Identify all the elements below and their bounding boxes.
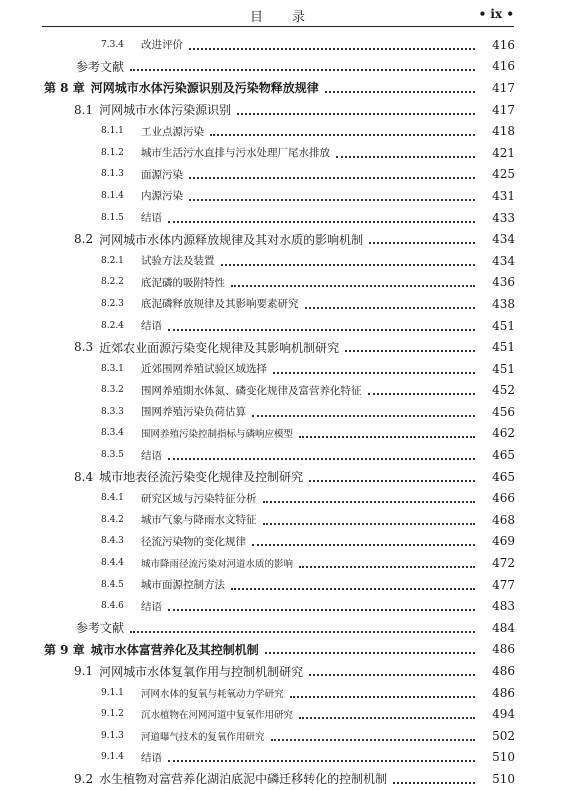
dot-leader bbox=[252, 415, 475, 417]
toc-entry-number: 8.4.1 bbox=[101, 493, 124, 504]
toc-entry-sub bbox=[0, 250, 573, 272]
toc-entry-page: 494 bbox=[492, 707, 515, 722]
toc-entry-page: 418 bbox=[492, 124, 515, 139]
toc-entry-section bbox=[0, 228, 573, 250]
toc-entry-page: 510 bbox=[492, 750, 515, 765]
toc-entry-page: 465 bbox=[492, 448, 515, 463]
dot-leader bbox=[299, 436, 475, 438]
toc-entry-page: 452 bbox=[492, 383, 515, 398]
dot-leader bbox=[168, 760, 475, 762]
toc-entry-page: 456 bbox=[492, 404, 515, 419]
toc-entry-title: 参考文献 bbox=[76, 621, 125, 636]
toc-entry-title: 结语 bbox=[141, 751, 162, 764]
toc-entry-number: 8.3.4 bbox=[101, 428, 124, 439]
toc-entry-number: 8.4.6 bbox=[101, 601, 124, 612]
toc-entry-title: 内源污染 bbox=[141, 190, 183, 203]
toc-entry-page: 436 bbox=[492, 275, 515, 290]
toc-entry-title: 河网水体的复氧与耗氧动力学研究 bbox=[141, 688, 284, 700]
toc-entry-number: 8.1.3 bbox=[101, 169, 124, 180]
toc-entry-title: 径流污染物的变化规律 bbox=[141, 535, 246, 548]
toc-entry-title: 围网养殖污染负荷估算 bbox=[141, 406, 246, 419]
toc-entry-title: 河网城市水体内源释放规律及其对水质的影响机制 bbox=[99, 232, 364, 247]
toc-entry-sub bbox=[0, 725, 573, 747]
dot-leader bbox=[325, 91, 475, 93]
toc-entry-section bbox=[0, 336, 573, 358]
dot-leader bbox=[273, 372, 475, 374]
toc-entry-number: 9.1 bbox=[74, 664, 94, 679]
toc-entry-title: 近郊农业面源污染变化规律及其影响机制研究 bbox=[99, 340, 340, 355]
toc-entry-ref bbox=[0, 56, 573, 78]
toc-entry-page: 433 bbox=[492, 210, 515, 225]
toc-entry-title: 城市面源控制方法 bbox=[141, 579, 225, 592]
toc-entry-page: 421 bbox=[492, 145, 515, 160]
dot-leader bbox=[263, 523, 476, 525]
toc-entry-page: 434 bbox=[492, 232, 515, 247]
toc-entry-title: 河网城市水体污染源识别 bbox=[99, 103, 232, 118]
toc-entry-sub bbox=[0, 358, 573, 380]
toc-entry-number: 8.1.5 bbox=[101, 212, 124, 223]
dot-leader bbox=[189, 199, 475, 201]
toc-entry-sub bbox=[0, 207, 573, 229]
dot-leader bbox=[393, 782, 475, 784]
toc-entry-title: 城市气象与降雨水文特征 bbox=[141, 514, 257, 527]
toc-entry-page: 468 bbox=[492, 512, 515, 527]
toc-entry-sub bbox=[0, 185, 573, 207]
toc-entry-number: 8.2.1 bbox=[101, 255, 124, 266]
toc-entry-sub bbox=[0, 120, 573, 142]
toc-entry-sub bbox=[0, 574, 573, 596]
dot-leader bbox=[231, 285, 475, 287]
dot-leader bbox=[345, 350, 475, 352]
toc-entry-section bbox=[0, 660, 573, 682]
toc-entry-number: 8.3.1 bbox=[101, 363, 124, 374]
toc-entry-title: 底泥磷的吸附特性 bbox=[141, 276, 225, 289]
dot-leader bbox=[369, 242, 475, 244]
toc-entry-title: 水生植物对富营养化湖泊底泥中磷迁移转化的控制机制 bbox=[99, 772, 388, 787]
toc-entry-sub bbox=[0, 164, 573, 186]
toc-entry-page: 462 bbox=[492, 426, 515, 441]
toc-entry-title: 研究区域与污染特征分析 bbox=[141, 492, 257, 505]
toc-entry-page: 510 bbox=[492, 771, 515, 786]
dot-leader bbox=[299, 566, 475, 568]
toc-entry-sub bbox=[0, 487, 573, 509]
toc-entry-number: 8.2.4 bbox=[101, 320, 124, 331]
toc-entry-title: 城市地表径流污染变化规律及控制研究 bbox=[99, 470, 304, 485]
toc-entry-title: 结语 bbox=[141, 320, 162, 333]
toc-entry-chapter bbox=[0, 639, 573, 661]
toc-entry-number: 8.2.3 bbox=[101, 298, 124, 309]
toc-entry-ref bbox=[0, 617, 573, 639]
toc-entry-page: 425 bbox=[492, 167, 515, 182]
toc-entry-title: 城市降雨径流污染对河道水质的影响 bbox=[141, 559, 294, 571]
toc-entry-number: 9.1.3 bbox=[101, 730, 124, 741]
toc-entry-number: 8.3.5 bbox=[101, 450, 124, 461]
toc-entry-page: 438 bbox=[492, 296, 515, 311]
toc-entry-number: 9.2 bbox=[74, 771, 94, 786]
dot-leader bbox=[130, 631, 475, 633]
dot-leader bbox=[290, 696, 475, 698]
toc-entry-number: 9.1.4 bbox=[101, 752, 124, 763]
toc-entry-sub bbox=[0, 595, 573, 617]
toc-entry-sub bbox=[0, 315, 573, 337]
toc-entry-page: 477 bbox=[492, 577, 515, 592]
dot-leader bbox=[336, 156, 475, 158]
toc-entry-title: 围网养殖期水体氮、磷变化规律及富营养化特征 bbox=[141, 384, 362, 397]
toc-entry-title: 城市生活污水直排与污水处理厂尾水排放 bbox=[141, 147, 330, 160]
toc-entry-number: 8.4.3 bbox=[101, 536, 124, 547]
toc-entry-title: 结语 bbox=[141, 212, 162, 225]
toc-entry-number: 8.4.5 bbox=[101, 579, 124, 590]
toc-entry-sub bbox=[0, 142, 573, 164]
toc-entry-sub bbox=[0, 272, 573, 294]
toc-entry-title: 改进评价 bbox=[141, 39, 183, 52]
toc-entry-sub bbox=[0, 293, 573, 315]
toc-entry-page: 484 bbox=[492, 620, 515, 635]
toc-entry-title: 结语 bbox=[141, 600, 162, 613]
toc-entry-sub bbox=[0, 380, 573, 402]
toc-entry-number: 8.3.2 bbox=[101, 385, 124, 396]
toc-entry-number: 8.4 bbox=[74, 469, 94, 484]
dot-leader bbox=[168, 221, 475, 223]
toc-entry-sub bbox=[0, 552, 573, 574]
toc-entry-title: 参考文献 bbox=[76, 59, 125, 74]
dot-leader bbox=[221, 264, 476, 266]
toc-entry-title: 近郊围网养殖试验区域选择 bbox=[141, 363, 267, 376]
dot-leader bbox=[305, 307, 476, 309]
toc-entry-number: 8.3 bbox=[74, 340, 94, 355]
toc-entry-number: 8.4.4 bbox=[101, 558, 124, 569]
dot-leader bbox=[252, 544, 475, 546]
dot-leader bbox=[231, 588, 475, 590]
dot-leader bbox=[168, 609, 475, 611]
toc-entry-number: 第 9 章 bbox=[44, 642, 85, 657]
toc-entry-number: 9.1.1 bbox=[101, 687, 124, 698]
toc-entry-number: 8.1 bbox=[74, 102, 94, 117]
toc-entry-page: 469 bbox=[492, 534, 515, 549]
toc-entry-page: 465 bbox=[492, 469, 515, 484]
toc-entry-sub bbox=[0, 531, 573, 553]
dot-leader bbox=[271, 739, 475, 741]
toc-entry-number: 8.3.3 bbox=[101, 406, 124, 417]
toc-entry-number: 8.2.2 bbox=[101, 277, 124, 288]
toc-entry-page: 417 bbox=[492, 102, 515, 117]
dot-leader bbox=[189, 177, 475, 179]
dot-leader bbox=[210, 134, 475, 136]
toc-entry-number: 8.1.4 bbox=[101, 190, 124, 201]
toc-entry-page: 486 bbox=[492, 664, 515, 679]
toc-entry-title: 试验方法及装置 bbox=[141, 255, 215, 268]
toc-entry-page: 451 bbox=[492, 318, 515, 333]
toc-entry-title: 面源污染 bbox=[141, 168, 183, 181]
toc-entry-page: 483 bbox=[492, 599, 515, 614]
toc-entry-title: 河道曝气技术的复氧作用研究 bbox=[141, 731, 265, 743]
toc-entry-number: 8.1.2 bbox=[101, 147, 124, 158]
toc-entry-number: 第 8 章 bbox=[44, 81, 85, 96]
toc-entry-section bbox=[0, 99, 573, 121]
dot-leader bbox=[237, 113, 475, 115]
toc-entry-section bbox=[0, 466, 573, 488]
toc-entry-sub bbox=[0, 747, 573, 769]
toc-entry-page: 417 bbox=[492, 80, 515, 95]
toc-entry-page: 486 bbox=[492, 642, 515, 657]
dot-leader bbox=[168, 458, 475, 460]
dot-leader bbox=[265, 652, 475, 654]
toc-entry-title: 城市水体富营养化及其控制机制 bbox=[90, 642, 259, 657]
toc-entry-page: 451 bbox=[492, 340, 515, 355]
toc-entry-number: 8.4.2 bbox=[101, 514, 124, 525]
toc-entry-title: 河网城市水体污染源识别及污染物释放规律 bbox=[90, 81, 319, 96]
dot-leader bbox=[130, 69, 475, 71]
toc-entry-page: 416 bbox=[492, 59, 515, 74]
toc-entry-page: 472 bbox=[492, 556, 515, 571]
dot-leader bbox=[299, 717, 475, 719]
dot-leader bbox=[168, 329, 475, 331]
toc-entry-page: 502 bbox=[492, 728, 515, 743]
toc-entry-title: 河网城市水体复氧作用与控制机制研究 bbox=[99, 664, 304, 679]
page-header bbox=[42, 0, 514, 27]
dot-leader bbox=[189, 48, 475, 50]
toc-entry-title: 围网养殖污染控制指标与磷响应模型 bbox=[141, 429, 294, 441]
toc-entry-page: 466 bbox=[492, 491, 515, 506]
header-title: 目 录 bbox=[249, 10, 306, 25]
toc-entry-title: 工业点源污染 bbox=[141, 125, 204, 138]
toc-entry-title: 底泥磷释放规律及其影响要素研究 bbox=[141, 298, 299, 311]
toc-entry-sub bbox=[0, 682, 573, 704]
toc-entry-number: 8.2 bbox=[74, 232, 94, 247]
toc-entry-sub bbox=[0, 423, 573, 445]
dot-leader bbox=[309, 480, 475, 482]
toc-entry-section bbox=[0, 768, 573, 790]
toc-entry-page: 416 bbox=[492, 37, 515, 52]
toc-entry-sub bbox=[0, 703, 573, 725]
toc-entry-title: 结语 bbox=[141, 449, 162, 462]
dot-leader bbox=[263, 501, 476, 503]
toc-entry-sub bbox=[0, 401, 573, 423]
dot-leader bbox=[309, 674, 475, 676]
toc-entry-page: 451 bbox=[492, 361, 515, 376]
toc-entry-chapter bbox=[0, 77, 573, 99]
toc-entry-title: 沉水植物在河网河道中复氧作用研究 bbox=[141, 710, 294, 722]
toc-entry-page: 486 bbox=[492, 685, 515, 700]
toc-entry-sub bbox=[0, 34, 573, 56]
header-page-number: • ix • bbox=[478, 7, 514, 21]
dot-leader bbox=[368, 393, 476, 395]
toc-entry-number: 8.1.1 bbox=[101, 126, 124, 137]
toc-entry-page: 434 bbox=[492, 253, 515, 268]
table-of-contents bbox=[0, 34, 573, 790]
toc-entry-number: 9.1.2 bbox=[101, 709, 124, 720]
toc-entry-sub bbox=[0, 444, 573, 466]
toc-entry-sub bbox=[0, 509, 573, 531]
toc-entry-page: 431 bbox=[492, 188, 515, 203]
toc-entry-number: 7.3.4 bbox=[101, 39, 124, 50]
